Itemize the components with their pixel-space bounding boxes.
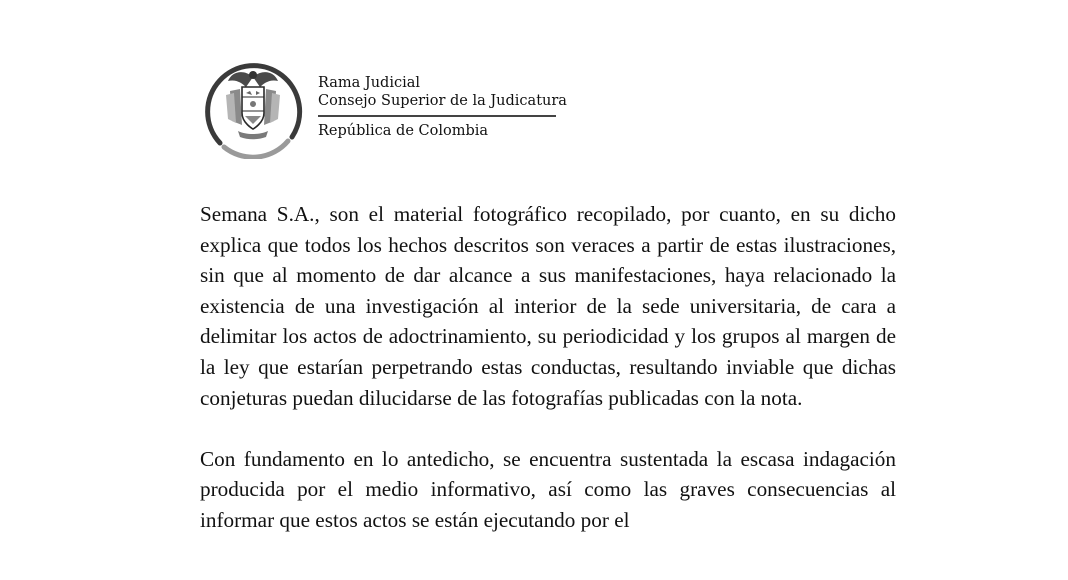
letterhead [200,55,570,160]
coat-of-arms-seal [200,55,306,159]
institution-name: Rama Judicial [318,75,421,91]
country-name: República de Colombia [318,122,489,139]
paragraph: Con fundamento en lo antedicho, se encuentra sustentada la escasa indagación producida por el medio informativo, así como las graves consecuencias al informar que estos actos se están ejecutando por el [200,446,896,532]
council-name: Consejo Superior de la Judicatura [318,93,567,109]
document-body [200,199,896,566]
letterhead-text [318,74,567,140]
letterhead-divider [318,115,556,117]
paragraph: Semana S.A., son el material fotográfico recopilado, por cuanto, en su dicho explica que todos los hechos descritos son veraces a partir de estas ilustraciones, sin que al momento de dar alcance a sus manifestaciones, haya relacionado la existencia de una investigación al interior de la sede universitaria, de cara a delimitar los actos de adoctrinamiento, su periodicidad y los grupos al margen de la ley que estarían perpetrando estas conductas, resultando inviable que dichas conjeturas puedan dilucidarse de las fotografías publicadas con la nota. [200,202,896,410]
